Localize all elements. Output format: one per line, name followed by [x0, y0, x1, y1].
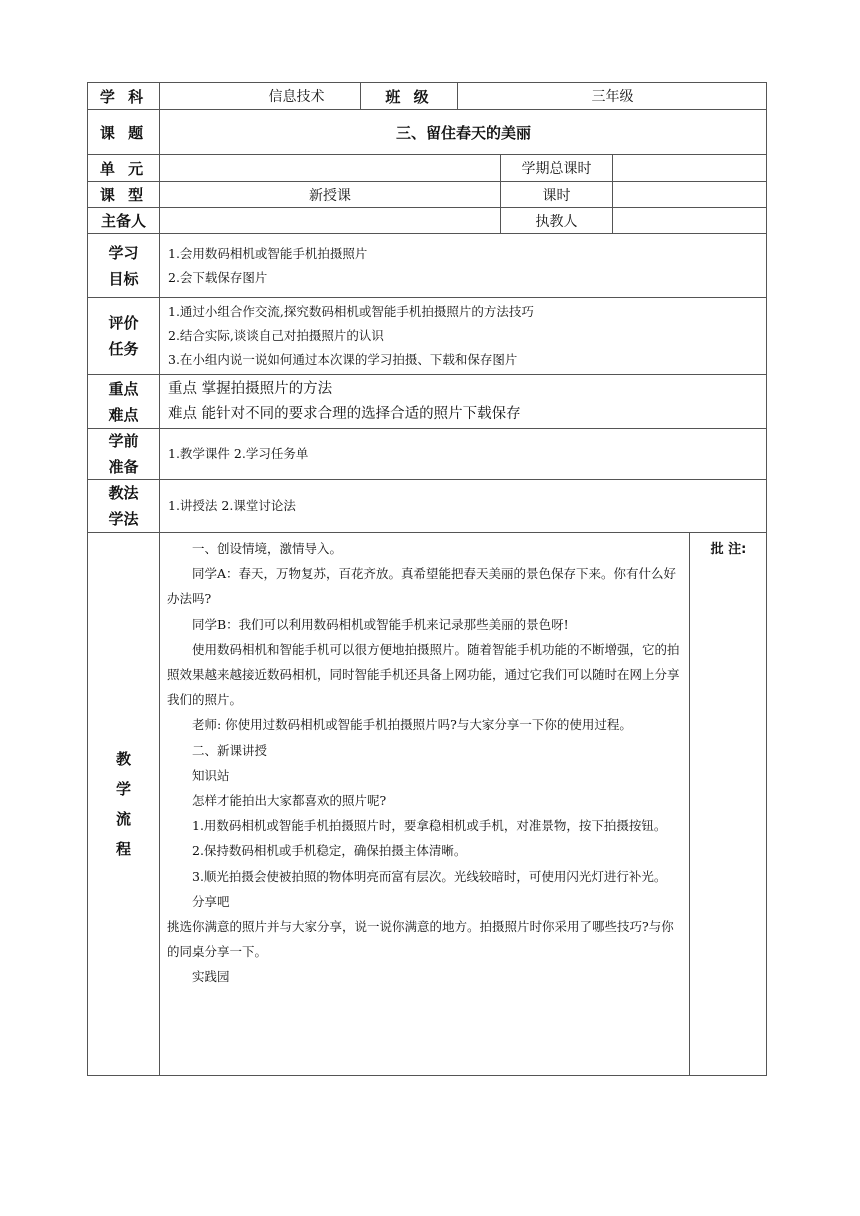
type-label: 课 型 [99, 186, 148, 204]
process-paragraph: 分享吧 [192, 893, 230, 909]
goal-item: 1.会用数码相机或智能手机拍摄照片 [168, 245, 368, 261]
keypoints-label-line: 重点 [108, 379, 139, 398]
process-paragraph: 2.保持数码相机或手机稳定，确保拍摄主体清晰。 [192, 843, 467, 859]
keypoint-item: 重点 掌握拍摄照片的方法 [168, 380, 333, 397]
task-item: 2.结合实际,谈谈自己对拍摄照片的认识 [168, 328, 384, 343]
tasks-label-line: 任务 [108, 340, 139, 358]
subject-value: 信息技术 [159, 83, 433, 109]
task-item: 1.通过小组合作交流,探究数码相机或智能手机拍摄照片的方法技巧 [168, 304, 534, 319]
process-paragraph: 一、创设情境，激情导入。 [192, 541, 343, 556]
process-paragraph: 同学A：春天，万物复苏，百花齐放。真希望能把春天美丽的景色保存下来。你有什么好办法吗? [167, 566, 677, 607]
row-topic [87, 109, 767, 154]
unit-value [159, 155, 500, 181]
keypoints-label [88, 375, 159, 428]
total-hours-value [612, 155, 767, 181]
topic-label: 课 题 [99, 123, 148, 142]
total-hours-label: 学期总课时 [500, 155, 612, 181]
methods-text: 1.讲授法 2.课堂讨论法 [168, 498, 296, 513]
process-paragraph: 3.顺光拍摄会使被拍照的物体明亮而富有层次。光线较暗时，可使用闪光灯进行补光。 [192, 868, 667, 884]
prep-text: 1.教学课件 2.学习任务单 [168, 446, 309, 461]
tasks-content [159, 298, 767, 374]
row-prep [87, 428, 767, 479]
process-paragraph: 怎样才能拍出大家都喜欢的照片呢? [192, 793, 387, 809]
methods-label-line: 学法 [108, 510, 139, 528]
row-unit [87, 154, 767, 181]
tasks-label [88, 298, 159, 374]
prep-content [159, 429, 767, 479]
hours-label: 课时 [500, 182, 612, 207]
prep-label [88, 429, 159, 479]
keypoints-label-line: 难点 [108, 405, 139, 424]
class-label: 班 级 [360, 83, 457, 109]
goals-label-line: 学习 [108, 243, 139, 262]
process-label-char: 教 [115, 750, 131, 768]
type-value: 新授课 [159, 182, 500, 207]
row-preparer [87, 207, 767, 233]
process-label-char: 程 [115, 840, 131, 858]
preparer-value [159, 208, 500, 233]
hours-value [612, 182, 767, 207]
goals-label [88, 234, 159, 297]
process-content [159, 533, 689, 1075]
methods-content [159, 480, 767, 532]
goals-label-line: 目标 [108, 269, 139, 288]
row-process [87, 532, 767, 1076]
process-paragraph: 二、新课讲授 [192, 742, 268, 758]
tasks-label-line: 评价 [108, 314, 139, 332]
process-paragraph: 挑选你满意的照片并与大家分享，说一说你满意的地方。拍摄照片时你采用了哪些技巧?与你的同桌分享一下。 [167, 919, 674, 960]
topic-value: 三、留住春天的美丽 [159, 110, 767, 154]
row-methods [87, 479, 767, 532]
notes-label: 批 注: [710, 542, 747, 557]
teacher-value [612, 208, 767, 233]
methods-label [88, 480, 159, 532]
task-item: 3.在小组内说一说如何通过本次课的学习拍摄、下载和保存图片 [168, 352, 518, 367]
process-paragraph: 实践园 [192, 969, 230, 985]
row-goals [87, 233, 767, 297]
row-subject [87, 82, 767, 109]
keypoint-item: 难点 能针对不同的要求合理的选择合适的照片下载保存 [168, 405, 521, 422]
process-paragraph: 使用数码相机和智能手机可以很方便地拍摄照片。随着智能手机功能的不断增强，它的拍照效果越来越接近数码相机，同时智能手机还具备上网功能，通过它我们可以随时在网上分享我们的照片。 [167, 641, 680, 708]
row-tasks [87, 297, 767, 374]
keypoints-content [159, 375, 767, 428]
row-type [87, 181, 767, 207]
goals-content [159, 234, 767, 297]
class-value: 三年级 [457, 83, 767, 109]
goal-item: 2.会下载保存图片 [168, 269, 268, 285]
process-paragraph: 同学B：我们可以利用数码相机或智能手机来记录那些美丽的景色呀! [192, 616, 569, 632]
row-keypoints [87, 374, 767, 428]
teacher-label: 执教人 [500, 208, 612, 233]
process-paragraph: 老师: 你使用过数码相机或智能手机拍摄照片吗?与大家分享一下你的使用过程。 [192, 717, 632, 733]
notes-column [689, 533, 767, 1075]
methods-label-line: 教法 [108, 484, 139, 502]
unit-label: 单 元 [99, 159, 148, 178]
process-label-char: 学 [115, 780, 131, 798]
preparer-label: 主备人 [100, 212, 146, 230]
process-paragraph: 知识站 [192, 767, 230, 783]
process-paragraph: 1.用数码相机或智能手机拍摄照片时，要拿稳相机或手机，对准景物，按下拍摄按钮。 [192, 818, 667, 834]
prep-label-line: 准备 [108, 458, 139, 476]
process-label-char: 流 [115, 810, 131, 828]
process-label [88, 533, 159, 1075]
subject-label: 学 科 [99, 87, 148, 106]
prep-label-line: 学前 [108, 432, 139, 450]
